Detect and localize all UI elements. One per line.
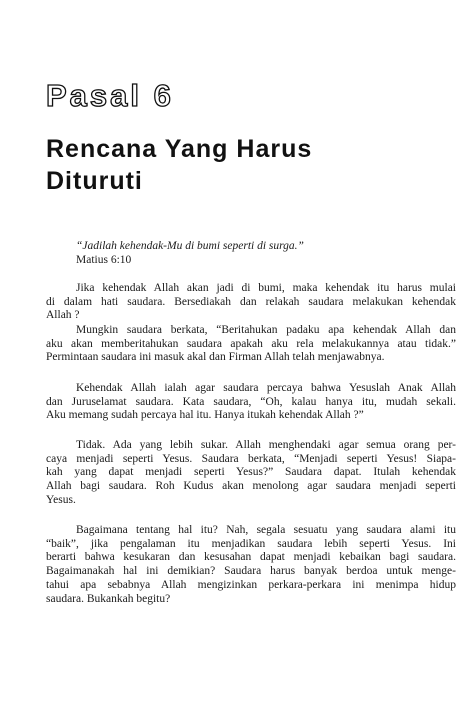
text-line: kah yang dapat menjadi seperti Yesus?” Saudara dapat. Itulah kehendak (46, 466, 456, 479)
chapter-label: Pasal 6 (46, 78, 174, 113)
text-line: Aku memang sudah percaya hal itu. Hanya itukah kehendak Allah ?” (46, 409, 364, 422)
chapter-title-line: Dituruti (46, 167, 143, 195)
text-line: Jika kehendak Allah akan jadi di bumi, maka kehendak itu harus mulai (76, 282, 456, 294)
epigraph (76, 240, 406, 267)
text-line: caya menjadi seperti Yesus. Saudara berkata, “Menjadi seperti Yesus! Siapa- (46, 452, 456, 465)
paragraph (46, 439, 456, 508)
text-line: saudara. Bukankah begitu? (46, 592, 171, 605)
paragraph (46, 282, 456, 323)
epigraph-reference: Matius 6:10 (76, 253, 132, 266)
text-line: Allah ? (46, 309, 80, 322)
chapter-title (46, 133, 446, 197)
text-line: “baik”, jika pengalaman itu menjadikan saudara lebih seperti Yesus. Ini (46, 537, 456, 550)
text-line: berarti bahwa kesukaran dan kesusahan dapat menjadi kebaikan bagi saudara. (46, 551, 456, 564)
text-line: Bagaimanakah hal ini demikian? Saudara harus banyak berdoa untuk menge- (46, 565, 456, 578)
paragraph (46, 324, 456, 365)
text-line: aku akan memberitahukan saudara apakah aku rela melakukannya atau tidak.” (46, 337, 456, 350)
text-line: di dalam hati saudara. Bersediakah dan relakah saudara melakukan kehendak (46, 295, 456, 308)
paragraph (46, 382, 456, 423)
text-line: Bagaimana tentang hal itu? Nah, segala sesuatu yang saudara alami itu (76, 524, 456, 536)
epigraph-quote: “Jadilah kehendak-Mu di bumi seperti di surga.” (76, 240, 304, 252)
text-line: dan Juruselamat saudara. Kata saudara, “Oh, kalau hanya itu, mudah sekali. (46, 395, 456, 408)
chapter-title-line: Rencana Yang Harus (46, 135, 313, 163)
paragraph (46, 524, 456, 606)
text-line: Yesus. (46, 493, 76, 506)
text-line: Mungkin saudara berkata, “Beritahukan padaku apa kehendak Allah dan (76, 324, 456, 336)
text-line: tahui apa sebabnya Allah mengizinkan perkara-perkara ini menimpa hidup (46, 578, 456, 591)
text-line: Permintaan saudara ini masuk akal dan Firman Allah telah menjawabnya. (46, 351, 385, 364)
text-line: Allah bagi saudara. Roh Kudus akan menolong agar saudara menjadi seperti (46, 480, 456, 493)
text-line: Tidak. Ada yang lebih sukar. Allah menghendaki agar semua orang per- (76, 439, 456, 451)
text-line: Kehendak Allah ialah agar saudara percaya bahwa Yesuslah Anak Allah (76, 382, 456, 394)
